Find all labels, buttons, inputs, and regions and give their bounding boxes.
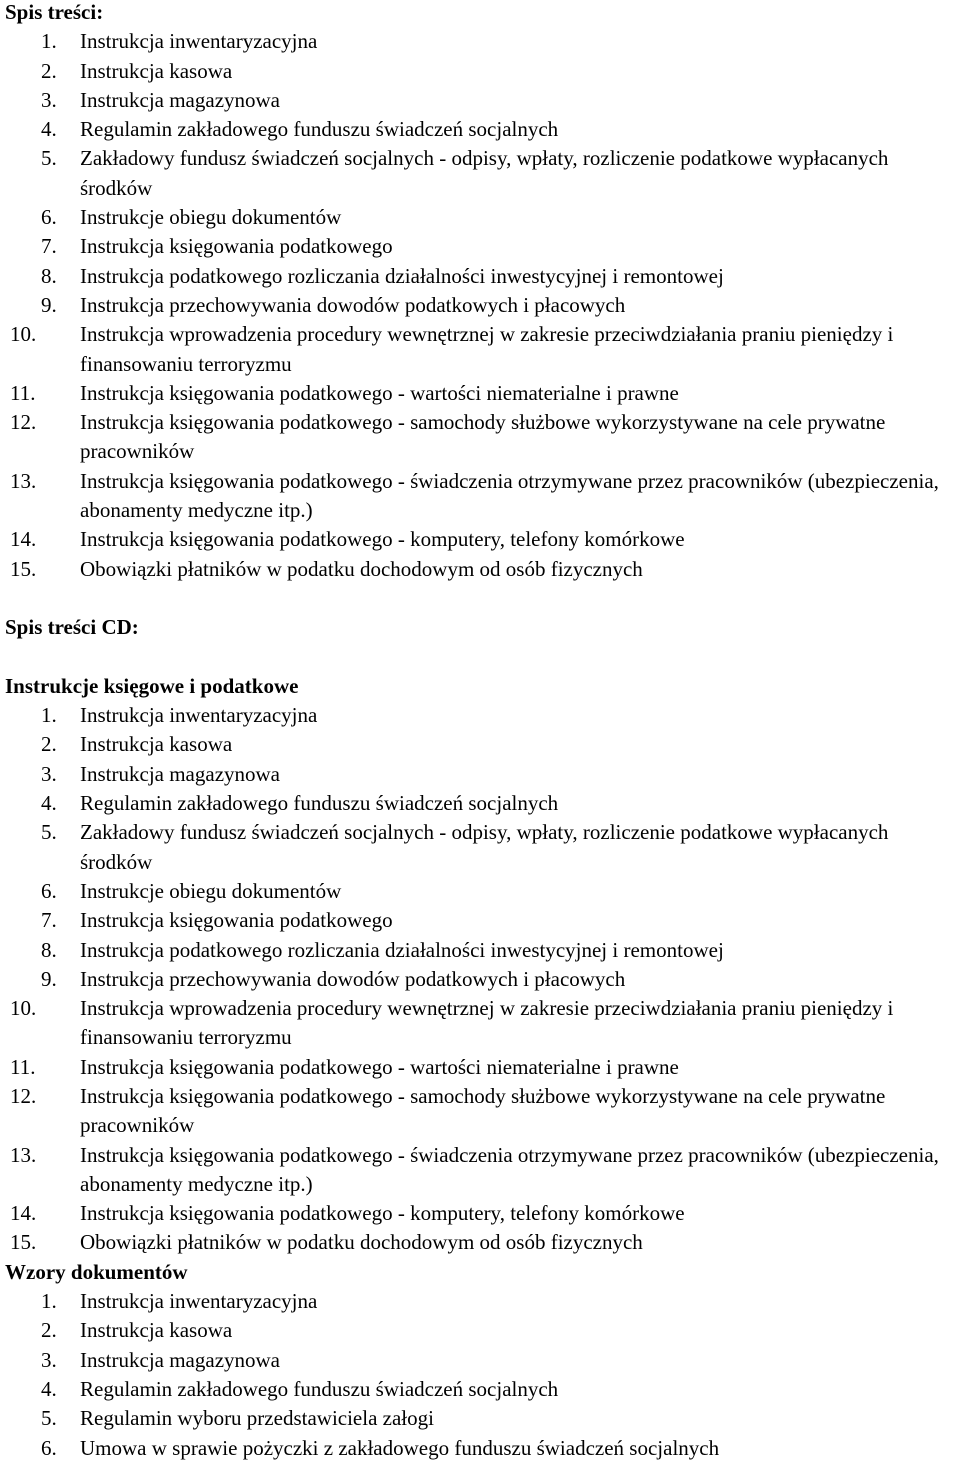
list-item-number: 14. <box>10 527 37 552</box>
list-item <box>5 936 960 965</box>
list-item <box>5 203 960 232</box>
cd-heading: Spis treści CD: <box>5 615 139 640</box>
list-item-text: Instrukcja inwentaryzacyjna <box>80 1289 318 1314</box>
list-item-number: 2. <box>41 58 57 83</box>
list-item-number: 6. <box>41 205 57 230</box>
list-item-text: Instrukcja inwentaryzacyjna <box>80 29 318 54</box>
list-item-text: Umowa w sprawie pożyczki z zakładowego funduszu świadczeń socjalnych <box>80 1435 720 1460</box>
list-item <box>5 730 960 759</box>
list-item-number: 2. <box>41 732 57 757</box>
list-item-text: Instrukcje obiegu dokumentów <box>80 205 342 230</box>
section-spacer <box>5 643 960 672</box>
list-item-number: 5. <box>41 820 57 845</box>
list-item <box>5 232 960 261</box>
list-item-number: 15. <box>10 556 37 581</box>
list-item-number: 9. <box>41 966 57 991</box>
list-item-text: Instrukcja księgowania podatkowego - świadczenia otrzymywane przez pracowników (ubezpieczenia, abonamenty medyczne itp.) <box>80 468 939 523</box>
toc-heading: Spis treści: <box>5 0 104 24</box>
toc-list <box>5 27 960 584</box>
list-item-text: Instrukcja kasowa <box>80 732 233 757</box>
list-item-number: 8. <box>41 937 57 962</box>
list-item-text: Instrukcja księgowania podatkowego - samochody służbowe wykorzystywane na cele prywatne pracowników <box>80 410 886 464</box>
list-item-text: Instrukcja magazynowa <box>80 87 281 112</box>
list-item <box>5 818 960 877</box>
list-item <box>5 877 960 906</box>
list-item-text: Instrukcja podatkowego rozliczania działalności inwestycyjnej i remontowej <box>80 263 724 288</box>
list-item-number: 14. <box>10 1201 37 1226</box>
list-item <box>5 320 960 379</box>
list-item-text: Instrukcja księgowania podatkowego - świadczenia otrzymywane przez pracowników (ubezpieczenia, abonamenty medyczne itp.) <box>80 1142 939 1196</box>
list-item-number: 3. <box>41 1347 57 1372</box>
list-item-number: 1. <box>41 703 57 728</box>
list-item <box>5 1316 960 1345</box>
list-item-text: Instrukcja księgowania podatkowego <box>80 234 393 259</box>
list-item-number: 4. <box>41 117 57 142</box>
list-item-number: 4. <box>41 791 57 816</box>
list-item <box>5 1228 960 1257</box>
list-item-number: 9. <box>41 292 57 317</box>
list-item-number: 6. <box>41 1435 57 1460</box>
list-item-number: 3. <box>41 761 57 786</box>
list-item-number: 12. <box>10 410 37 435</box>
accounting-heading: Instrukcje księgowe i podatkowe <box>5 673 299 698</box>
list-item-number: 8. <box>41 263 57 288</box>
list-item-text: Zakładowy fundusz świadczeń socjalnych - odpisy, wpłaty, rozliczenie podatkowe wypłacanych środków <box>80 820 889 874</box>
list-item-text: Instrukcja podatkowego rozliczania działalności inwestycyjnej i remontowej <box>80 937 724 962</box>
list-item-text: Regulamin zakładowego funduszu świadczeń socjalnych <box>80 1376 559 1401</box>
list-item-text: Instrukcja wprowadzenia procedury wewnętrznej w zakresie przeciwdziałania praniu pieniędzy i finansowaniu terroryzmu <box>80 322 894 376</box>
list-item-number: 3. <box>41 87 57 112</box>
list-item-number: 1. <box>41 1289 57 1314</box>
list-item-number: 7. <box>41 234 57 259</box>
list-item-text: Regulamin zakładowego funduszu świadczeń socjalnych <box>80 791 559 816</box>
list-item <box>5 408 960 467</box>
list-item-text: Instrukcja wprowadzenia procedury wewnętrznej w zakresie przeciwdziałania praniu pieniędzy i finansowaniu terroryzmu <box>80 996 894 1050</box>
list-item-text: Instrukcja magazynowa <box>80 1347 281 1372</box>
list-item-text: Instrukcja kasowa <box>80 58 233 83</box>
list-item <box>5 467 960 526</box>
list-item <box>5 291 960 320</box>
list-item-number: 11. <box>10 1054 36 1079</box>
list-item <box>5 906 960 935</box>
list-item-text: Instrukcja magazynowa <box>80 761 281 786</box>
list-item <box>5 760 960 789</box>
list-item <box>5 1199 960 1228</box>
list-item <box>5 1053 960 1082</box>
list-item-text: Instrukcja księgowania podatkowego <box>80 908 393 933</box>
list-item-text: Instrukcje obiegu dokumentów <box>80 878 342 903</box>
list-item <box>5 262 960 291</box>
list-item <box>5 57 960 86</box>
list-item-number: 10. <box>10 996 37 1021</box>
list-item-number: 12. <box>10 1083 37 1108</box>
list-item <box>5 144 960 203</box>
templates-list <box>5 1287 960 1463</box>
list-item-text: Instrukcja księgowania podatkowego - komputery, telefony komórkowe <box>80 527 685 552</box>
accounting-list <box>5 701 960 1258</box>
list-item-number: 10. <box>10 322 37 347</box>
list-item <box>5 1346 960 1375</box>
list-item <box>5 789 960 818</box>
list-item <box>5 1141 960 1200</box>
list-item-text: Instrukcja przechowywania dowodów podatkowych i płacowych <box>80 966 626 991</box>
list-item <box>5 379 960 408</box>
list-item-text: Instrukcja przechowywania dowodów podatkowych i płacowych <box>80 292 626 317</box>
list-item-text: Instrukcja księgowania podatkowego - wartości niematerialne i prawne <box>80 380 679 405</box>
list-item-number: 7. <box>41 908 57 933</box>
list-item-number: 1. <box>41 29 57 54</box>
list-item-number: 2. <box>41 1318 57 1343</box>
list-item <box>5 1082 960 1141</box>
list-item-text: Instrukcja inwentaryzacyjna <box>80 703 318 728</box>
list-item-number: 6. <box>41 878 57 903</box>
list-item-number: 11. <box>10 380 36 405</box>
list-item-number: 13. <box>10 1142 37 1167</box>
list-item <box>5 1434 960 1463</box>
list-item <box>5 1404 960 1433</box>
list-item-number: 5. <box>41 1406 57 1431</box>
list-item-text: Instrukcja księgowania podatkowego - wartości niematerialne i prawne <box>80 1054 679 1079</box>
list-item <box>5 115 960 144</box>
list-item <box>5 701 960 730</box>
list-item-text: Regulamin zakładowego funduszu świadczeń socjalnych <box>80 117 559 142</box>
list-item <box>5 994 960 1053</box>
list-item-text: Obowiązki płatników w podatku dochodowym od osób fizycznych <box>80 1230 643 1255</box>
list-item <box>5 1375 960 1404</box>
list-item-text: Regulamin wyboru przedstawiciela załogi <box>80 1406 434 1431</box>
list-item-text: Obowiązki płatników w podatku dochodowym od osób fizycznych <box>80 556 643 581</box>
templates-heading: Wzory dokumentów <box>5 1259 188 1284</box>
list-item <box>5 525 960 554</box>
list-item-number: 4. <box>41 1376 57 1401</box>
list-item-text: Zakładowy fundusz świadczeń socjalnych - odpisy, wpłaty, rozliczenie podatkowe wypłacanych środków <box>80 146 889 200</box>
list-item <box>5 965 960 994</box>
list-item <box>5 86 960 115</box>
list-item-text: Instrukcja księgowania podatkowego - komputery, telefony komórkowe <box>80 1201 685 1226</box>
list-item <box>5 555 960 584</box>
list-item-number: 15. <box>10 1230 37 1255</box>
section-spacer <box>5 584 960 613</box>
list-item-text: Instrukcja kasowa <box>80 1318 233 1343</box>
list-item-number: 5. <box>41 146 57 171</box>
list-item-number: 13. <box>10 468 37 493</box>
list-item <box>5 1287 960 1316</box>
list-item <box>5 27 960 56</box>
list-item-text: Instrukcja księgowania podatkowego - samochody służbowe wykorzystywane na cele prywatne pracowników <box>80 1083 886 1138</box>
